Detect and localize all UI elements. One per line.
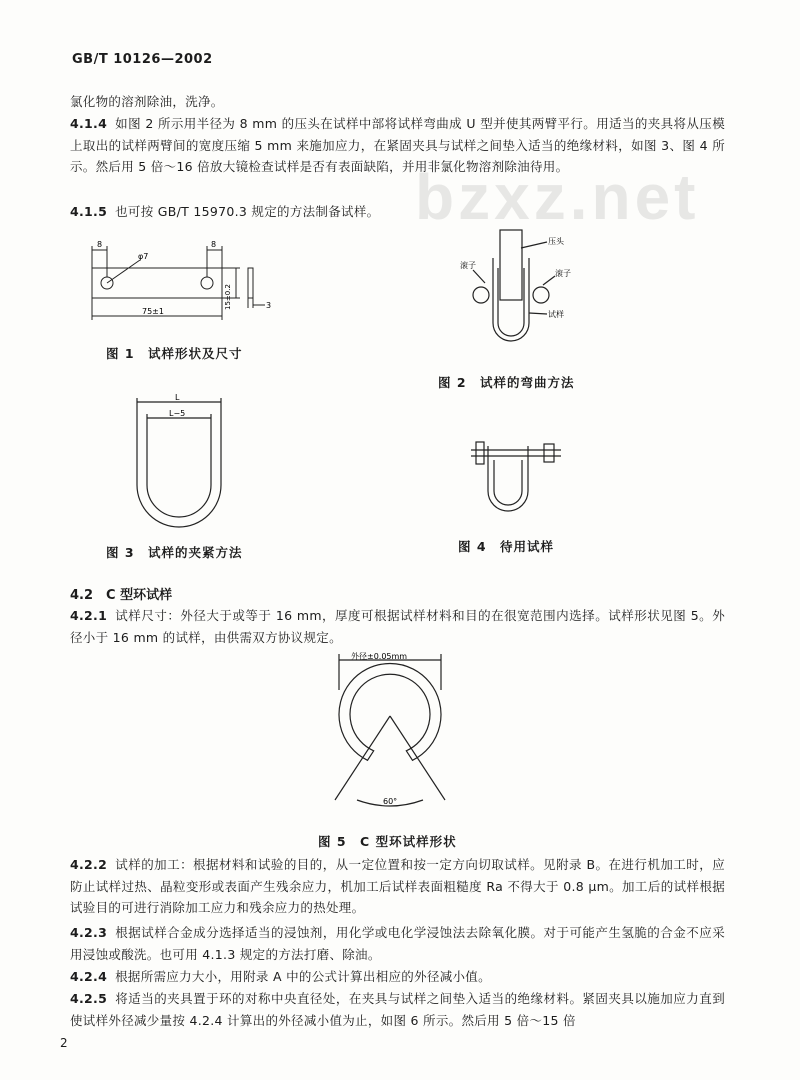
paragraph-4-2-1 — [70, 605, 725, 648]
section-title: C 型环试样 — [106, 588, 173, 603]
label-specimen: 试样 — [548, 310, 564, 319]
right-roller — [533, 287, 549, 303]
figure-3-caption: 图 3 试样的夹紧方法 — [106, 545, 243, 560]
paragraph-number: 4.2.4 — [70, 969, 108, 984]
dim-outer-label: 外径±0.05mm — [351, 652, 408, 661]
clamped-specimen-outer — [137, 430, 221, 527]
figure-5-drawing — [325, 650, 455, 820]
right-hole — [201, 277, 213, 289]
label-press-head: 压头 — [548, 237, 564, 246]
bolt-head — [476, 442, 484, 464]
specimen-side-view — [248, 268, 253, 298]
paragraph-text: 试样尺寸：外径大于或等于 16 mm，厚度可根据试样材料和目的在很宽范围内选择。试样形状见图 5。外径小于 16 mm 的试样，由供需双方协议规定。 — [70, 608, 725, 645]
paragraph-number: 4.2.3 — [70, 925, 108, 940]
label-roller-right: 滚子 — [555, 269, 571, 278]
dim-thickness-label: 3 — [266, 301, 272, 310]
dim-hole-label: φ7 — [138, 252, 149, 261]
press-head — [500, 230, 522, 300]
u-specimen-inner — [498, 268, 524, 336]
dim-width-label: 15±0.2 — [224, 284, 232, 310]
page-header-standard: GB/T 10126—2002 — [72, 52, 213, 67]
paragraph-4-2-5 — [70, 988, 725, 1031]
dim-inner-label: L−5 — [169, 409, 186, 418]
paragraph-text: 氯化物的溶剂除油，洗净。 — [70, 94, 224, 109]
figure-1-drawing — [80, 238, 280, 333]
paragraph-4-2-2 — [70, 854, 725, 919]
ready-specimen-inner — [494, 460, 522, 505]
left-roller — [473, 287, 489, 303]
watermark: bzxz.net — [415, 161, 700, 233]
paragraph-number: 4.2.5 — [70, 991, 108, 1006]
paragraph-number: 4.1.4 — [70, 116, 108, 131]
paragraph-number: 4.2.2 — [70, 857, 108, 872]
label-roller-left: 滚子 — [460, 261, 476, 270]
dim-left-label: 8 — [97, 240, 103, 249]
paragraph-text: 也可按 GB/T 15970.3 规定的方法制备试样。 — [115, 204, 380, 219]
paragraph-continuation — [70, 91, 725, 113]
figure-3-drawing — [125, 390, 235, 530]
paragraph-4-2-3 — [70, 922, 725, 965]
bolt-nut — [544, 444, 554, 462]
figure-1-caption: 图 1 试样形状及尺寸 — [106, 346, 243, 361]
paragraph-4-1-5 — [70, 201, 725, 223]
figure-2-caption: 图 2 试样的弯曲方法 — [438, 375, 575, 390]
figure-5-caption: 图 5 C 型环试样形状 — [318, 834, 457, 849]
figure-4-drawing — [466, 436, 576, 526]
paragraph-number: 4.2.1 — [70, 608, 108, 623]
section-4-2-heading — [70, 584, 172, 603]
dim-right-label: 8 — [211, 240, 217, 249]
paragraph-text: 如图 2 所示用半径为 8 mm 的压头在试样中部将试样弯曲成 U 型并使其两臂平行。用适当的夹具将从压模上取出的试样两臂间的宽度压缩 5 mm 来施加应力，在紧固夹具与试样之间垫入适当的绝缘材料，如图 3、图 4 所示。然后用 5 倍～16 倍放大镜检查试样是否有表面缺陷，并用非氯化物溶剂除油待用。 — [70, 116, 725, 174]
figure-4-caption: 图 4 待用试样 — [458, 539, 555, 554]
paragraph-number: 4.1.5 — [70, 204, 108, 219]
dim-top-label: L — [175, 393, 180, 402]
figure-2-drawing — [455, 228, 595, 358]
paragraph-text: 将适当的夹具置于环的对称中央直径处，在夹具与试样之间垫入适当的绝缘材料。紧固夹具以施加应力直到使试样外径减少量按 4.2.4 计算出的外径减小值为止，如图 6 所示。然后用 5 倍～15 倍 — [70, 991, 725, 1028]
section-number: 4.2 — [70, 588, 94, 603]
paragraph-text: 根据所需应力大小，用附录 A 中的公式计算出相应的外径减小值。 — [115, 969, 491, 984]
paragraph-text: 根据试样合金成分选择适当的浸蚀剂，用化学或电化学浸蚀法去除氧化膜。对于可能产生氢脆的合金不应采用浸蚀或酸洗。也可用 4.1.3 规定的方法打磨、除油。 — [70, 925, 725, 962]
paragraph-4-1-4 — [70, 113, 725, 178]
page-number: 2 — [60, 1036, 68, 1050]
c-ring-outline — [339, 664, 441, 761]
angle-label: 60° — [383, 797, 398, 806]
dim-length-label: 75±1 — [142, 307, 164, 316]
paragraph-text: 试样的加工：根据材料和试验的目的，从一定位置和按一定方向切取试样。见附录 B。在进行机加工时，应防止试样过热、晶粒变形或表面产生残余应力，机加工后试样表面粗糙度 Ra 不得大于 0.8 μm。加工后的试样根据试验目的可进行消除加工应力和残余应力的热处理。 — [70, 857, 725, 915]
paragraph-4-2-4 — [70, 966, 725, 988]
clamped-specimen-inner — [147, 440, 211, 517]
specimen-strip-outline — [92, 268, 222, 298]
